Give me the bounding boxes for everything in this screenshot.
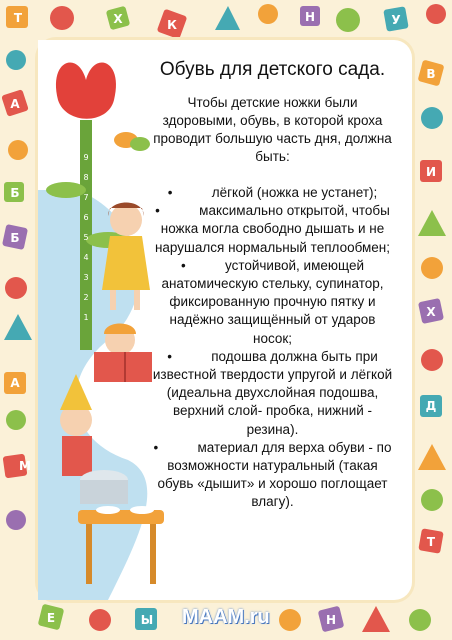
block-letter: М — [19, 459, 31, 473]
book-icon — [94, 352, 152, 382]
block-letter: В — [426, 67, 436, 81]
block-letter: Н — [304, 10, 316, 24]
green-circle-shape — [336, 8, 360, 32]
purple-circle-shape — [6, 510, 26, 530]
list-item — [150, 257, 395, 348]
ruler-number: 8 — [83, 173, 89, 182]
block-letter: Т — [13, 11, 23, 25]
ruler-number: 3 — [83, 273, 89, 282]
list-item — [150, 184, 395, 202]
girl-head — [110, 204, 142, 236]
block-letter: Б — [10, 186, 20, 200]
block-letter: Ы — [140, 613, 154, 627]
list-item — [150, 439, 395, 512]
ruler-number: 7 — [83, 193, 89, 202]
list-item-text: лёгкой (ножка не устанет); — [211, 185, 378, 200]
block-letter: У — [391, 13, 401, 27]
red-circle-shape — [50, 6, 74, 30]
height-ruler — [83, 153, 88, 322]
green-circle-shape — [421, 489, 443, 511]
ruler-number: 1 — [83, 313, 89, 322]
block-letter: Д — [425, 399, 437, 413]
red-circle-shape — [89, 609, 111, 631]
list-item-text: материал для верха обуви - по возможности натуральный (такая обувь «дышит» и хорошо поглощает влагу). — [157, 439, 392, 510]
ruler-number: 5 — [83, 233, 89, 242]
red-circle-shape — [421, 349, 443, 371]
orange-circle-shape — [258, 4, 278, 24]
bullet-icon: • — [180, 257, 186, 273]
article — [150, 58, 395, 512]
block-letter: Х — [426, 305, 436, 319]
bullet-icon: • — [167, 185, 173, 200]
list-item-text: устойчивой, имеющей анатомическую стельку, супинатор, фиксированную прочную пятку и надёжно защищённый от ударов носок; — [161, 257, 384, 346]
requirements-list — [150, 184, 395, 512]
block-letter: А — [10, 97, 20, 111]
green-circle-shape — [6, 410, 26, 430]
ruler-number: 9 — [83, 153, 89, 162]
red-triangle-shape — [362, 606, 390, 632]
list-item-text: подошва должна быть при известной твердости упругой и лёгкой (идеальна двухслойная подошва, верхний слой- пробка, нижний - резина). — [152, 348, 393, 437]
page-title: Обувь для детского сада. — [159, 59, 386, 80]
ruler-number: 4 — [83, 253, 89, 262]
green-circle-shape — [409, 609, 431, 631]
red-circle-shape — [426, 4, 446, 24]
orange-triangle-shape — [418, 444, 446, 470]
orange-circle-shape — [421, 257, 443, 279]
block-letter: Х — [113, 12, 123, 26]
teal-triangle-shape — [4, 314, 32, 340]
list-item — [150, 202, 395, 257]
green-triangle-shape — [418, 210, 446, 236]
teal-triangle-shape — [215, 6, 240, 30]
red-circle-shape — [5, 277, 27, 299]
block-letter: К — [167, 18, 177, 32]
teal-circle-shape — [421, 107, 443, 129]
block-letter: Б — [10, 231, 20, 245]
girl-dress — [102, 236, 150, 290]
block-letter: А — [10, 376, 20, 390]
orange-circle-shape — [279, 609, 301, 631]
site-watermark: MAAM.ru — [182, 606, 270, 628]
teal-circle-shape — [6, 50, 26, 70]
block-letter: Е — [46, 611, 56, 625]
block-letter: Т — [426, 535, 436, 549]
leaf-icon — [46, 182, 86, 198]
intro-paragraph: Чтобы детские ножки были здоровыми, обувь, в которой кроха проводит большую часть дня, должна быть: — [153, 95, 392, 164]
ruler-number: 2 — [83, 293, 89, 302]
list-item-text: максимально открытой, чтобы ножка могла свободно дышать и не нарушался нормальный теплообмен; — [154, 203, 391, 255]
block-letter: Н — [325, 613, 337, 627]
bullet-icon: • — [155, 203, 160, 219]
ruler-number: 6 — [83, 213, 89, 222]
list-item — [150, 348, 395, 439]
orange-circle-shape — [8, 140, 28, 160]
bullet-icon: • — [153, 439, 159, 455]
bullet-icon: • — [167, 348, 172, 364]
block-letter: И — [425, 165, 437, 179]
